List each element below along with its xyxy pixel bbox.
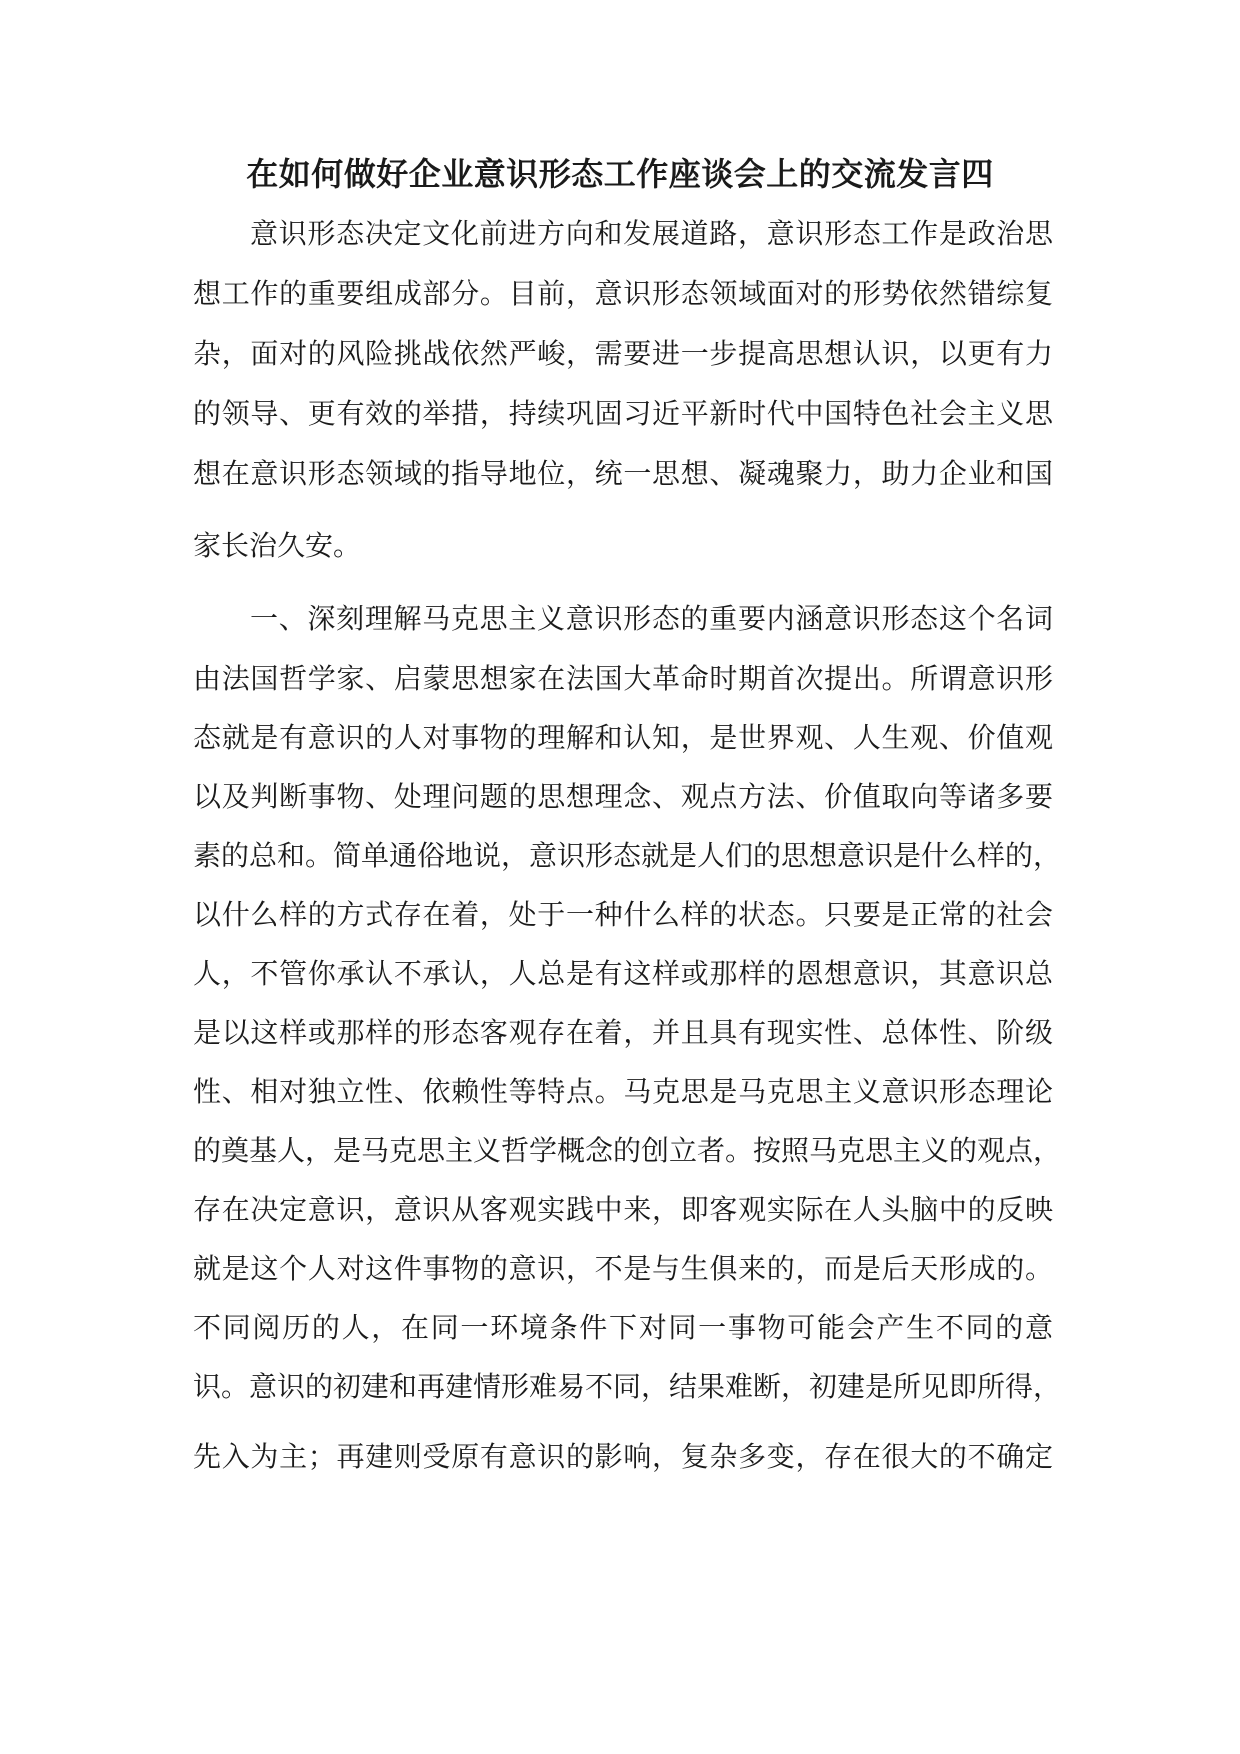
paragraph-1-line-2: 想工作的重要组成部分。目前，意识形态领域面对的形势依然错综复: [193, 277, 1053, 310]
paragraph-2-line-12: 就是这个人对这件事物的意识，不是与生俱来的，而是后天形成的。: [193, 1252, 1053, 1285]
paragraph-2-line-13: 不同阅历的人，在同一环境条件下对同一事物可能会产生不同的意: [193, 1311, 1053, 1344]
paragraph-2-line-1: 一、深刻理解马克思主义意识形态的重要内涵意识形态这个名词: [250, 602, 1053, 635]
paragraph-2-line-4: 以及判断事物、处理问题的思想理念、观点方法、价值取向等诸多要: [193, 780, 1053, 813]
paragraph-2-line-14: 识。意识的初建和再建情形难易不同，结果难断，初建是所见即所得，: [193, 1370, 1062, 1403]
paragraph-2-line-7: 人，不管你承认不承认，人总是有这样或那样的恩想意识，其意识总: [193, 957, 1053, 990]
paragraph-2-line-6: 以什么样的方式存在着，处于一种什么样的状态。只要是正常的社会: [193, 898, 1053, 931]
paragraph-2-line-15: 先入为主；再建则受原有意识的影响，复杂多变，存在很大的不确定: [193, 1440, 1053, 1473]
paragraph-2-line-2: 由法国哲学家、启蒙思想家在法国大革命时期首次提出。所谓意识形: [193, 662, 1053, 695]
paragraph-2-line-8: 是以这样或那样的形态客观存在着，并且具有现实性、总体性、阶级: [193, 1016, 1053, 1049]
paragraph-1-line-3: 杂，面对的风险挑战依然严峻，需要进一步提高思想认识，以更有力: [193, 337, 1053, 370]
paragraph-2-line-10: 的奠基人，是马克思主义哲学概念的创立者。按照马克思主义的观点，: [193, 1134, 1062, 1167]
paragraph-1-line-5: 想在意识形态领域的指导地位，统一思想、凝魂聚力，助力企业和国: [193, 457, 1053, 490]
paragraph-1-line-6: 家长治久安。: [193, 529, 362, 562]
paragraph-2-line-9: 性、相对独立性、依赖性等特点。马克思是马克思主义意识形态理论: [193, 1075, 1053, 1108]
document-title: 在如何做好企业意识形态工作座谈会上的交流发言四: [246, 155, 994, 193]
paragraph-2-line-3: 态就是有意识的人对事物的理解和认知，是世界观、人生观、价值观: [193, 721, 1053, 754]
paragraph-1-line-4: 的领导、更有效的举措，持续巩固习近平新时代中国特色社会主义思: [193, 397, 1053, 430]
paragraph-2-line-11: 存在决定意识，意识从客观实践中来，即客观实际在人头脑中的反映: [193, 1193, 1053, 1226]
paragraph-1-line-1: 意识形态决定文化前进方向和发展道路，意识形态工作是政治思: [250, 217, 1053, 250]
paragraph-2-line-5: 素的总和。简单通俗地说，意识形态就是人们的思想意识是什么样的，: [193, 839, 1062, 872]
